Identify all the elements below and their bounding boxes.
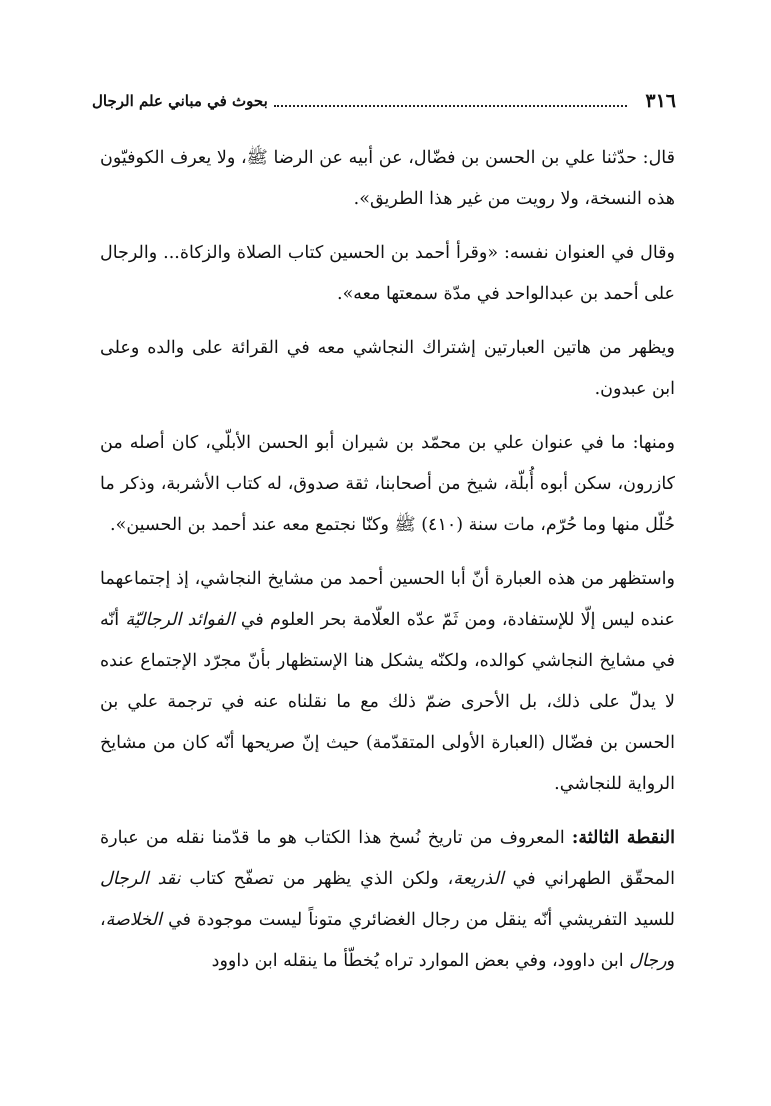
paragraph-quote-fadhal: قال: حدّثنا علي بن الحسن بن فضّال، عن أبيه عن الرضا ﷺ، ولا يعرف الكوفيّون هذه النسخة، ولا رويت من غير هذا الطريق». — [100, 148, 675, 209]
istizhar-text-1: واستظهر من هذه العبارة أنّ أبا الحسين أحمد من مشايخ النجاشي، إذ إجتماعهما عنده ليس إلّا للإستفادة، ومن ثَمّ عدّه العلّامة بحر العلوم في — [100, 569, 675, 630]
third-point-heading: النقطة الثالثة: — [571, 828, 675, 848]
book-title-dharia: الذريعة — [453, 869, 504, 889]
book-title-rijal: رجال — [629, 951, 667, 971]
paragraph-shiran: ومنها: ما في عنوان علي بن محمّد بن شيران أبو الحسن الأبلّي، كان أصله من كازرون، سكن أبوه أُبلّة، شيخ من أصحابنا، ثقة صدوق، له كتاب الأشربة، وذكر ما حُلّل منها وما حُرّم، مات سنة (٤١٠) ﷺ وكنّا نجتمع معه عند أحمد بن الحسين». — [100, 433, 675, 535]
book-title-khulasa: الخلاصة — [105, 910, 162, 930]
book-title-naqd: نقد الرجال — [100, 869, 181, 889]
main-text — [100, 138, 675, 995]
paragraph-istizhar — [100, 559, 675, 805]
running-header — [92, 86, 676, 116]
paragraph-third-point — [100, 818, 675, 982]
paragraph-two-phrases: ويظهر من هاتين العبارتين إشتراك النجاشي معه في القرائة على والده وعلى ابن عبدون. — [100, 338, 675, 399]
page-number: ٣١٦ — [645, 90, 676, 112]
paragraph-same-heading: وقال في العنوان نفسه: «وقرأ أحمد بن الحسين كتاب الصلاة والزكاة... والرجال على أحمد بن عبدالواحد في مدّة سمعتها معه». — [100, 243, 675, 304]
header-leader-dots — [274, 95, 628, 107]
third-point-text-4: ، و — [100, 910, 675, 971]
running-title: بحوث في مباني علم الرجال — [92, 92, 268, 110]
third-point-text-3: للسيد التفريشي أنّه ينقل من رجال الغضائري متوناً ليست موجودة في — [161, 910, 675, 930]
third-point-text-2: ، ولكن الذي يظهر من تصفّح كتاب — [180, 869, 454, 889]
third-point-text-5: ابن داوود، وفي بعض الموارد تراه يُخطّأ ما ينقله ابن داوود — [211, 951, 630, 971]
istizhar-text-2: أنّه في مشايخ النجاشي كوالده، ولكنّه يشكل هنا الإستظهار بأنّ مجرّد الإجتماع عنده لا يدلّ على ذلك، بل الأحرى ضمّ ذلك مع ما نقلناه عنه في ترجمة علي بن الحسن بن فضّال (العبارة الأولى المتقدّمة) حيث إنّ صريحها أنّه كان من مشايخ الرواية للنجاشي. — [100, 610, 675, 794]
third-point-text-1: المعروف من تاريخ نُسخ هذا الكتاب هو ما قدّمنا نقله من عبارة المحقّق الطهراني في — [100, 828, 675, 889]
book-title-fawaid: الفوائد الرجاليّة — [125, 610, 235, 630]
